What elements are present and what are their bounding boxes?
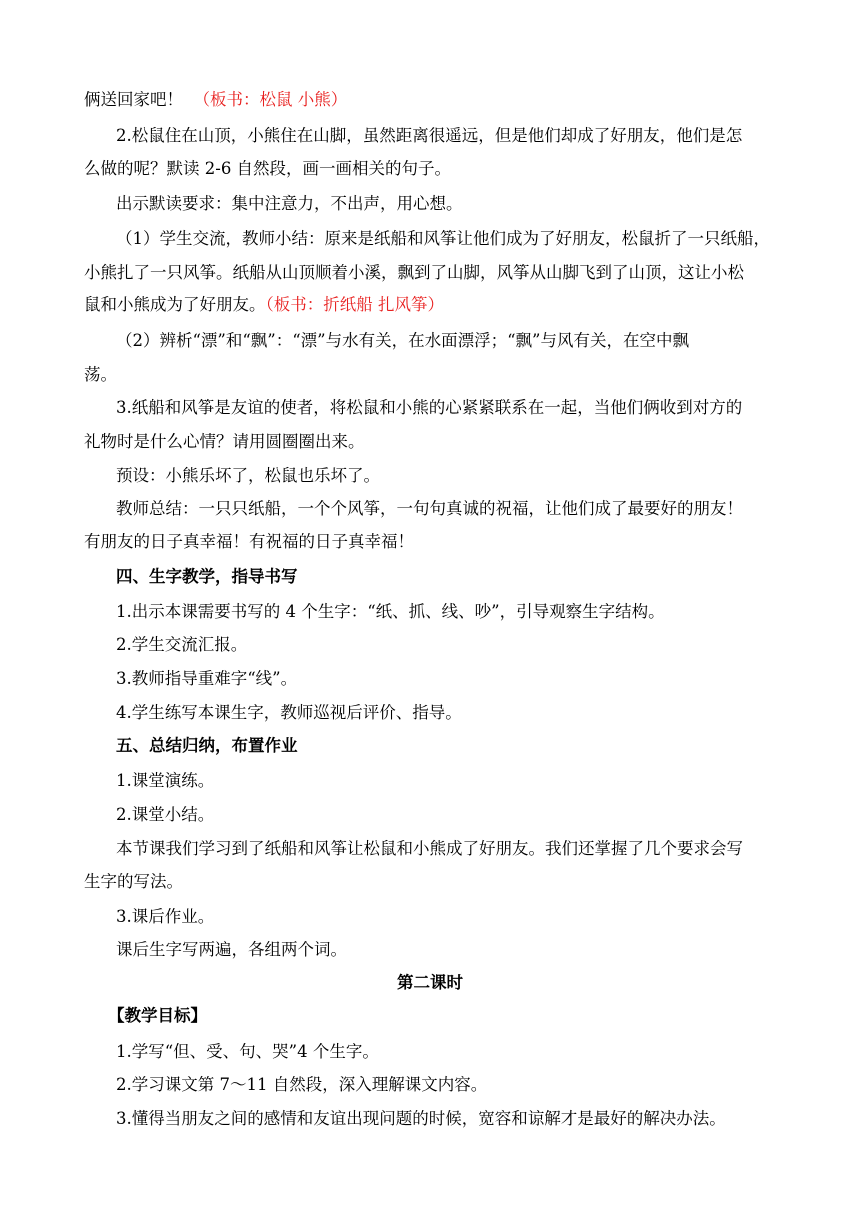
paragraph-line <box>116 1108 816 1130</box>
section-heading <box>116 566 816 588</box>
line-text: 3.教师指导重难字“线”。 <box>116 669 298 688</box>
line-text: 小熊扎了一只风筝。纸船从山顶顺着小溪，飘到了山脚，风筝从山脚飞到了山顶，这让小松 <box>84 263 744 282</box>
paragraph-line <box>116 634 816 656</box>
title-text: 第二课时 <box>397 973 463 992</box>
board-note: （板书：松鼠 小熊） <box>193 90 348 109</box>
paragraph-line <box>84 158 784 180</box>
line-text: 2.课堂小结。 <box>116 805 215 824</box>
paragraph-line <box>84 871 784 893</box>
paragraph-line <box>116 465 816 487</box>
heading-text: 【教学目标】 <box>108 1006 207 1025</box>
line-text: 课后生字写两遍，各组两个词。 <box>116 940 347 959</box>
line-text: 2.松鼠住在山顶，小熊住在山脚，虽然距离很遥远，但是他们却成了好朋友，他们是怎 <box>116 126 743 145</box>
line-text: 1.学写“但、受、句、哭”4 个生字。 <box>116 1042 379 1061</box>
line-text: 礼物时是什么心情？请用圆圈圈出来。 <box>84 432 365 451</box>
line-text: 1.出示本课需要书写的 4 个生字：“纸、抓、线、吵”，引导观察生字结构。 <box>116 602 665 621</box>
paragraph-line <box>84 531 784 553</box>
paragraph-line <box>116 498 816 520</box>
paragraph-line <box>116 838 816 860</box>
paragraph-line <box>84 431 784 453</box>
heading-text: 四、生字教学，指导书写 <box>116 567 298 586</box>
paragraph-line <box>116 1074 816 1096</box>
line-text: 鼠和小熊成为了好朋友。 <box>84 295 266 314</box>
line-text: 俩送回家吧！ <box>84 90 183 109</box>
line-text: 预设：小熊乐坏了，松鼠也乐坏了。 <box>116 466 380 485</box>
paragraph-line <box>116 702 816 724</box>
line-text: （1）学生交流，教师小结：原来是纸船和风筝让他们成为了好朋友，松鼠折了一只纸船， <box>116 229 770 248</box>
paragraph-line <box>84 89 784 111</box>
paragraph-line <box>116 193 816 215</box>
line-text: 出示默读要求：集中注意力，不出声，用心想。 <box>116 194 463 213</box>
paragraph-line <box>84 262 784 284</box>
paragraph-line <box>116 601 816 623</box>
paragraph-line <box>116 397 816 419</box>
board-note: （板书：折纸船 扎风筝） <box>265 295 444 314</box>
line-text: 3.纸船和风筝是友谊的使者，将松鼠和小熊的心紧紧联系在一起，当他们俩收到对方的 <box>116 398 743 417</box>
paragraph-line <box>116 804 816 826</box>
line-text: 1.课堂演练。 <box>116 771 215 790</box>
line-text: 荡。 <box>84 365 117 384</box>
line-text: 有朋友的日子真幸福！有祝福的日子真幸福！ <box>84 532 414 551</box>
paragraph-line <box>116 906 816 928</box>
paragraph-line <box>116 330 816 352</box>
line-text: 4.学生练写本课生字，教师巡视后评价、指导。 <box>116 703 462 722</box>
line-text: （2）辨析“漂”和“飘”：“漂”与水有关，在水面漂浮；“飘”与风有关，在空中飘 <box>116 331 689 350</box>
paragraph-line <box>84 294 784 316</box>
paragraph-line <box>116 668 816 690</box>
paragraph-line <box>116 125 816 147</box>
objectives-heading <box>108 1005 808 1027</box>
paragraph-line <box>116 228 816 250</box>
line-text: 2.学习课文第 7～11 自然段，深入理解课文内容。 <box>116 1075 488 1094</box>
line-text: 教师总结：一只只纸船，一个个风筝，一句句真诚的祝福，让他们成了最要好的朋友！ <box>116 499 743 518</box>
lesson-title <box>0 972 860 994</box>
line-text: 2.学生交流汇报。 <box>116 635 248 654</box>
paragraph-line <box>116 770 816 792</box>
line-text: 3.懂得当朋友之间的感情和友谊出现问题的时候，宽容和谅解才是最好的解决办法。 <box>116 1109 726 1128</box>
line-text: 3.课后作业。 <box>116 907 215 926</box>
line-text: 么做的呢？默读 2-6 自然段，画一画相关的句子。 <box>84 159 452 178</box>
heading-text: 五、总结归纳，布置作业 <box>116 736 298 755</box>
line-text: 本节课我们学习到了纸船和风筝让松鼠和小熊成了好朋友。我们还掌握了几个要求会写 <box>116 839 743 858</box>
paragraph-line <box>116 1041 816 1063</box>
section-heading <box>116 735 816 757</box>
paragraph-line <box>84 364 784 386</box>
paragraph-line <box>116 939 816 961</box>
line-text: 生字的写法。 <box>84 872 183 891</box>
